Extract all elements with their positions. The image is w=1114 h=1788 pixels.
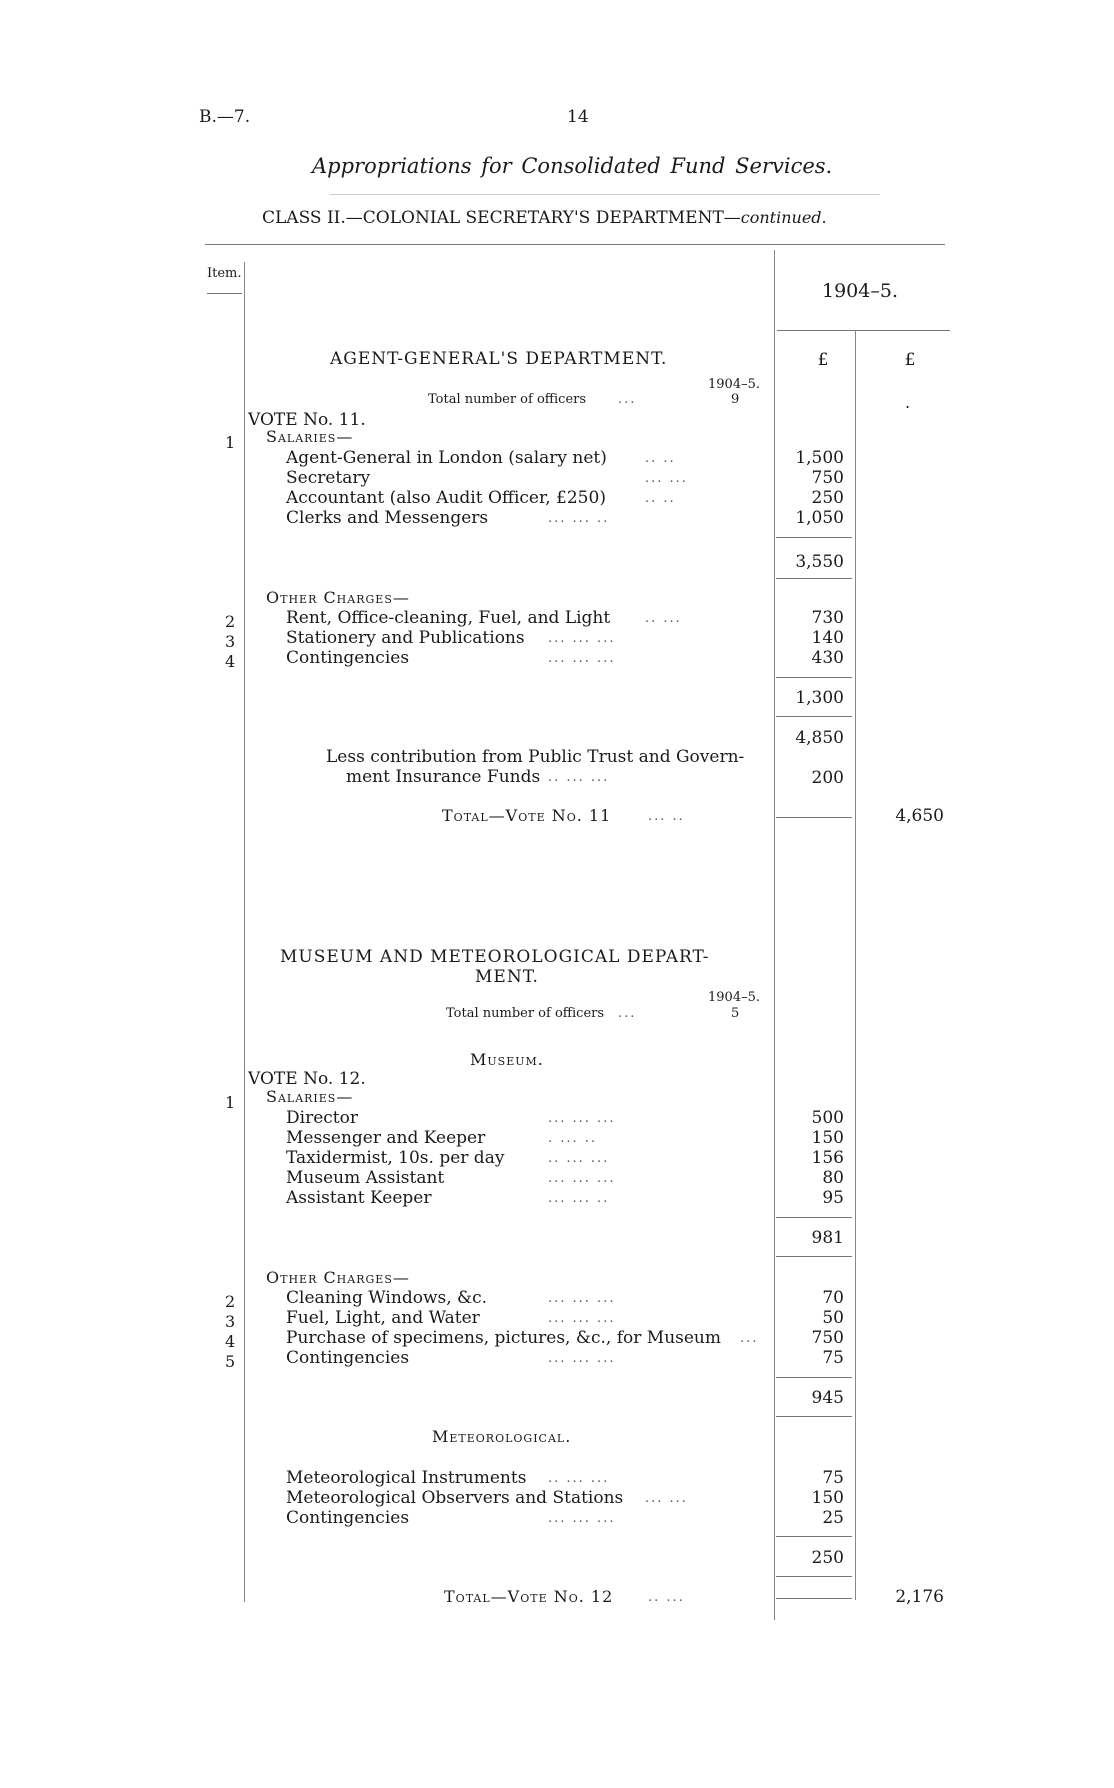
meteo-amount-0: 75 bbox=[822, 1468, 844, 1488]
agent-officers-label: Total number of officers bbox=[428, 392, 587, 407]
museum-officers-count: 5 bbox=[731, 1006, 740, 1021]
pound-header-1: £ bbox=[817, 350, 829, 370]
agent-officers-count: 9 bbox=[731, 392, 740, 407]
meteo-label-1: Meteorological Observers and Stations bbox=[286, 1488, 624, 1508]
agent-other-label-1: Stationery and Publications bbox=[286, 628, 525, 648]
agent-other-dots-2: ... ... ... bbox=[548, 651, 616, 666]
museum-other-item-1: 3 bbox=[225, 1312, 236, 1331]
agent-general-heading: AGENT-GENERAL'S DEPARTMENT. bbox=[330, 349, 668, 369]
museum-other-label-3: Contingencies bbox=[286, 1348, 410, 1368]
museum-other-dots-0: ... ... ... bbox=[548, 1291, 616, 1306]
meteorological-subheading: Meteorological. bbox=[432, 1427, 572, 1446]
class-continued: continued. bbox=[740, 208, 827, 227]
museum-salary-amount-0: 500 bbox=[811, 1108, 844, 1128]
title-rule bbox=[330, 194, 880, 195]
meteo-dots-0: .. ... ... bbox=[548, 1471, 610, 1486]
museum-other-total: 945 bbox=[811, 1388, 844, 1408]
museum-vote-total-amount: 2,176 bbox=[895, 1587, 944, 1607]
agent-salary-label-3: Clerks and Messengers bbox=[286, 508, 489, 528]
museum-other-label-1: Fuel, Light, and Water bbox=[286, 1308, 480, 1328]
agent-other-amount-2: 430 bbox=[811, 648, 844, 668]
agent-other-label-2: Contingencies bbox=[286, 648, 410, 668]
museum-vote-total-dots: .. ... bbox=[648, 1590, 685, 1605]
amount-column-divider bbox=[774, 250, 775, 1620]
agent-less-contribution-line2: ment Insurance Funds bbox=[346, 767, 541, 787]
agent-other-total: 1,300 bbox=[795, 688, 844, 708]
meteo-total-rule bbox=[776, 1576, 852, 1577]
agent-vote-total-amount: 4,650 bbox=[895, 806, 944, 826]
agent-salaries-item: 1 bbox=[225, 433, 236, 452]
agent-salary-label-0: Agent-General in London (salary net) bbox=[286, 448, 607, 468]
museum-salaries-rule bbox=[776, 1217, 852, 1218]
agent-other-charges-label: Other Charges— bbox=[266, 588, 410, 607]
item-header-rule bbox=[207, 293, 242, 294]
museum-vote-total-label: Total—Vote No. 12 bbox=[444, 1587, 614, 1606]
museum-other-amount-0: 70 bbox=[822, 1288, 844, 1308]
meteo-rule bbox=[776, 1536, 852, 1537]
museum-salary-dots-4: ... ... .. bbox=[548, 1191, 610, 1206]
agent-less-contribution-line1: Less contribution from Public Trust and Govern- bbox=[326, 747, 745, 767]
agent-salaries-total-rule bbox=[776, 578, 852, 579]
museum-other-amount-1: 50 bbox=[822, 1308, 844, 1328]
museum-salary-dots-3: ... ... ... bbox=[548, 1171, 616, 1186]
meteo-amount-1: 150 bbox=[811, 1488, 844, 1508]
meteo-dots-2: ... ... ... bbox=[548, 1511, 616, 1526]
agent-other-total-rule bbox=[776, 716, 852, 717]
table-top-rule bbox=[205, 244, 945, 245]
agent-salary-amount-3: 1,050 bbox=[795, 508, 844, 528]
agent-salaries-total: 3,550 bbox=[795, 552, 844, 572]
museum-salary-label-1: Messenger and Keeper bbox=[286, 1128, 486, 1148]
agent-salaries-rule bbox=[776, 537, 852, 538]
page-title: Appropriations for Consolidated Fund Services. bbox=[312, 154, 833, 178]
agent-vote-total-label: Total—Vote No. 11 bbox=[442, 806, 612, 825]
meteo-label-0: Meteorological Instruments bbox=[286, 1468, 527, 1488]
museum-salary-label-2: Taxidermist, 10s. per day bbox=[286, 1148, 505, 1168]
agent-other-item-2: 4 bbox=[225, 652, 236, 671]
agent-salary-amount-0: 1,500 bbox=[795, 448, 844, 468]
museum-salaries-total: 981 bbox=[811, 1228, 844, 1248]
agent-less-contribution-amount: 200 bbox=[811, 768, 844, 788]
museum-salary-amount-3: 80 bbox=[822, 1168, 844, 1188]
museum-other-amount-2: 750 bbox=[811, 1328, 844, 1348]
museum-other-dots-3: ... ... ... bbox=[548, 1351, 616, 1366]
meteo-label-2: Contingencies bbox=[286, 1508, 410, 1528]
museum-other-amount-3: 75 bbox=[822, 1348, 844, 1368]
museum-vote-total-rule bbox=[776, 1598, 852, 1599]
agent-other-rule bbox=[776, 677, 852, 678]
agent-gross-total: 4,850 bbox=[795, 728, 844, 748]
agent-salary-dots-0: .. .. bbox=[645, 451, 676, 466]
museum-salaries-label: Salaries— bbox=[266, 1087, 354, 1106]
stray-dot: . bbox=[905, 393, 911, 412]
museum-heading-line2: MENT. bbox=[475, 967, 539, 987]
agent-vote-total-dots: ... .. bbox=[648, 809, 685, 824]
museum-salary-amount-1: 150 bbox=[811, 1128, 844, 1148]
agent-salary-dots-2: .. .. bbox=[645, 491, 676, 506]
museum-salary-label-0: Director bbox=[286, 1108, 358, 1128]
museum-other-charges-label: Other Charges— bbox=[266, 1268, 410, 1287]
agent-salary-amount-1: 750 bbox=[811, 468, 844, 488]
museum-other-label-2: Purchase of specimens, pictures, &c., for Museum bbox=[286, 1328, 721, 1348]
agent-salary-dots-1: ... ... bbox=[645, 471, 688, 486]
agent-vote-total-rule bbox=[776, 817, 852, 818]
museum-salaries-total-rule bbox=[776, 1256, 852, 1257]
pound-header-2: £ bbox=[904, 350, 916, 370]
museum-other-rule bbox=[776, 1377, 852, 1378]
agent-other-item-1: 3 bbox=[225, 632, 236, 651]
year-column-header: 1904–5. bbox=[822, 280, 898, 302]
agent-other-item-0: 2 bbox=[225, 612, 236, 631]
meteo-amount-2: 25 bbox=[822, 1508, 844, 1528]
agent-other-dots-0: .. ... bbox=[645, 611, 682, 626]
agent-officers-dots: ... bbox=[618, 392, 637, 407]
agent-other-amount-0: 730 bbox=[811, 608, 844, 628]
document-reference: B.—7. bbox=[199, 107, 251, 127]
agent-salaries-label: Salaries— bbox=[266, 427, 354, 446]
museum-salary-label-3: Museum Assistant bbox=[286, 1168, 445, 1188]
museum-officers-dots: ... bbox=[618, 1006, 637, 1021]
agent-salary-dots-3: ... ... .. bbox=[548, 511, 610, 526]
museum-other-item-3: 5 bbox=[225, 1352, 236, 1371]
museum-salary-amount-2: 156 bbox=[811, 1148, 844, 1168]
item-column-divider bbox=[244, 262, 245, 1602]
museum-salary-label-4: Assistant Keeper bbox=[286, 1188, 432, 1208]
class-heading bbox=[262, 208, 827, 228]
museum-other-item-0: 2 bbox=[225, 1292, 236, 1311]
agent-other-label-0: Rent, Office-cleaning, Fuel, and Light bbox=[286, 608, 611, 628]
agent-less-contribution-dots: .. ... ... bbox=[548, 770, 610, 785]
museum-salaries-item: 1 bbox=[225, 1093, 236, 1112]
item-column-header: Item. bbox=[207, 266, 242, 281]
page-number: 14 bbox=[567, 107, 589, 127]
agent-salary-label-1: Secretary bbox=[286, 468, 371, 488]
museum-other-total-rule bbox=[776, 1416, 852, 1417]
museum-other-dots-1: ... ... ... bbox=[548, 1311, 616, 1326]
agent-other-dots-1: ... ... ... bbox=[548, 631, 616, 646]
museum-other-item-2: 4 bbox=[225, 1332, 236, 1351]
class-heading-text: CLASS II.—COLONIAL SECRETARY'S DEPARTMENT— bbox=[262, 208, 741, 228]
meteo-total: 250 bbox=[811, 1548, 844, 1568]
museum-salary-dots-0: ... ... ... bbox=[548, 1111, 616, 1126]
museum-officers-label: Total number of officers bbox=[446, 1006, 605, 1021]
museum-officers-year: 1904–5. bbox=[708, 990, 760, 1005]
museum-salary-dots-2: .. ... ... bbox=[548, 1151, 610, 1166]
year-header-rule bbox=[777, 330, 950, 331]
museum-other-dots-2: ... bbox=[740, 1331, 759, 1346]
agent-salary-amount-2: 250 bbox=[811, 488, 844, 508]
museum-salary-dots-1: . ... .. bbox=[548, 1131, 598, 1146]
museum-heading-line1: MUSEUM AND METEOROLOGICAL DEPART- bbox=[280, 947, 710, 967]
museum-vote-number: VOTE No. 12. bbox=[248, 1069, 366, 1089]
total-column-divider bbox=[855, 330, 856, 1600]
meteo-dots-1: ... ... bbox=[645, 1491, 688, 1506]
museum-subheading: Museum. bbox=[470, 1050, 544, 1069]
agent-salary-label-2: Accountant (also Audit Officer, £250) bbox=[286, 488, 606, 508]
agent-vote-number: VOTE No. 11. bbox=[248, 410, 366, 430]
museum-salary-amount-4: 95 bbox=[822, 1188, 844, 1208]
agent-officers-year: 1904–5. bbox=[708, 377, 760, 392]
museum-other-label-0: Cleaning Windows, &c. bbox=[286, 1288, 488, 1308]
agent-other-amount-1: 140 bbox=[811, 628, 844, 648]
